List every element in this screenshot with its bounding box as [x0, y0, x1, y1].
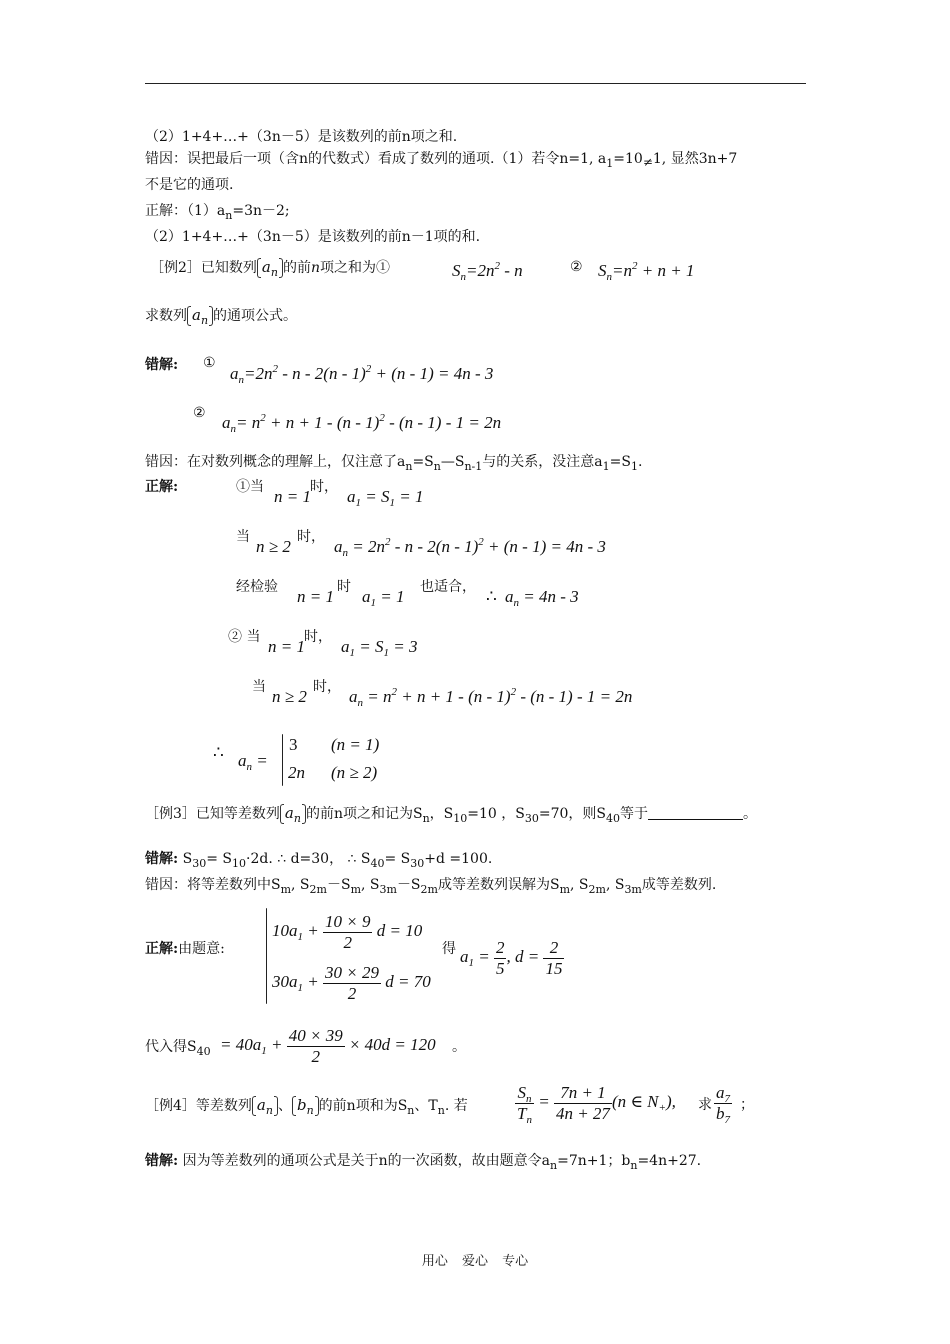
example-3-cause: 错因：将等差数列中$S_m$, $S_{2m}-S_m$, $S_{3m}-S_{2m}$成等差数列误解为$S_m$, $S_{2m}$, $S_{3m}$成等差数列. — [145, 877, 717, 896]
case-text: 时， — [310, 479, 338, 495]
case-text: ①当 — [236, 479, 264, 495]
wrong-formula-2: $a_n= n^2 + n + 1 - (n - 1)^2 - (n - 1) - 1 = 2n$ — [222, 412, 502, 435]
case-formula: $a_1 = S_1 = 1$ — [347, 487, 424, 509]
page-footer: 用心 爱心 专心 — [421, 1254, 529, 1269]
circle-1: ① — [203, 355, 216, 371]
wrong-formula-1: $a_n=2n^2 - n - 2(n - 1)^2 + (n - 1) = 4n - 3$ — [230, 363, 494, 386]
circle-2: ② — [570, 259, 583, 275]
therefore-symbol: ∴ — [213, 743, 224, 762]
example-4-statement: ［例4］等差数列 $a_n$ 、 $b_n$ 的前n项和为$S_n$、$T_n$. 若 — [145, 1096, 468, 1117]
example-3-correct: 正解:由题意: — [145, 941, 225, 957]
system-eq-1: $10a_1$ + $\frac{10 \times 9}{2}$ d = 10 — [272, 911, 423, 952]
formula-sn-2: $S_n=n^2 + n + 1$ — [598, 260, 695, 283]
case-text: 经检验 — [236, 579, 278, 595]
case-cond: n = 1 — [274, 487, 311, 506]
therefore-symbol: ∴ — [486, 587, 497, 606]
piecewise-case-1: 3 — [289, 735, 298, 754]
example-3-wrong: 错解: $S_{30}= S_{10}\cdot 2d$. ∴ d=30， ∴ $S_{40}= S_{30}+d =100$. — [145, 851, 493, 870]
system-result: $a_1$ = $\frac{2}{5}$ , d = $\frac{2}{15}$ — [460, 937, 563, 978]
case-cond: n ≥ 2 — [256, 537, 291, 556]
system-brace — [266, 908, 267, 1004]
case-text: 时， — [297, 529, 325, 545]
get-text: 得 — [442, 941, 456, 957]
case-text: 时 — [337, 579, 351, 595]
header-rule — [145, 83, 806, 84]
formula-sn-1: $S_n=2n^2 - n$ — [452, 260, 523, 283]
case-cond: n = 1 — [268, 637, 305, 656]
example-3-statement: ［例3］已知等差数列 $a_n$ 的前n项之和记为$S_n$，$S_{10}=10$ ，$S_{30}=70$，则$S_{40}$等于 。 — [145, 804, 757, 825]
example-2-question: 求数列 $a_n$ 的通项公式。 — [145, 306, 298, 327]
case-formula: $a_n = 2n^2 - n - 2(n - 1)^2 + (n - 1) = 4n - 3$ — [334, 536, 606, 559]
ask-end: ； — [740, 1097, 754, 1113]
text-line: （2）1+4+…+（3n－5）是该数列的前n－1项的和. — [145, 229, 481, 245]
piecewise-cond-1: (n = 1) — [331, 735, 380, 754]
case-cond: n = 1 — [297, 587, 334, 606]
ask-fraction: $\frac{a_7}{b_7}$ — [716, 1082, 730, 1126]
case-formula: $a_1 = S_1 = 3$ — [341, 637, 418, 659]
substitute-text: 代入得$S_{40}$ — [145, 1039, 211, 1058]
text-line: 不是它的通项. — [145, 177, 234, 193]
case-text: 时， — [313, 679, 341, 695]
ask-text: 求 — [698, 1097, 712, 1113]
piecewise-brace — [282, 734, 283, 786]
piecewise-lhs: $a_n$ = — [238, 751, 268, 773]
piecewise-case-2: 2n — [288, 763, 305, 782]
text-line: 正解：$(1)a_n=3n-2$; — [145, 203, 290, 222]
case-formula: $a_n = 4n - 3$ — [505, 587, 579, 609]
wrong-label: 错解: — [145, 357, 179, 373]
case-formula: $a_n = n^2 + n + 1 - (n - 1)^2 - (n - 1) - 1 = 2n$ — [349, 686, 633, 709]
piecewise-cond-2: (n ≥ 2) — [331, 763, 378, 782]
ratio-formula: $\frac{S_n}{T_n}$ = $\frac{7n + 1}{4n + 27}$ (n ∈ $N_+$), — [517, 1082, 676, 1126]
substitute-formula: = $40a_1$ + $\frac{40 \times 39}{2}$ × 40d = 120 — [220, 1025, 436, 1066]
cause-text: 错因：在对数列概念的理解上，仅注意了$a_n=S_n—S_{n-1}$与的关系，没注意$a_1=S_1$. — [145, 454, 643, 473]
circle-2: ② — [193, 405, 206, 421]
text-line: （2）1+4+…+（3n－5）是该数列的前n项之和. — [145, 129, 458, 145]
case-text: 时， — [304, 629, 332, 645]
example-4-wrong: 错解: 因为等差数列的通项公式是关于n的一次函数，故由题意令$a_n=7n+1$；$b_n=4n+27$. — [145, 1153, 702, 1172]
substitute-end: 。 — [452, 1039, 466, 1055]
system-eq-2: $30a_1$ + $\frac{30 \times 29}{2}$ d = 70 — [272, 962, 431, 1003]
case-cond: n ≥ 2 — [272, 687, 307, 706]
case-formula: $a_1 = 1$ — [362, 587, 405, 609]
answer-blank — [648, 805, 743, 820]
case-text: 当 — [252, 679, 266, 695]
example-2-statement: ［例2］已知数列 $a_n$ 的前n项之和为① — [150, 258, 390, 279]
correct-label: 正解: — [145, 479, 179, 495]
case-text: ② 当 — [228, 629, 261, 645]
case-text: 当 — [236, 529, 250, 545]
case-text: 也适合， — [420, 579, 476, 595]
text-line: 错因：误把最后一项（含n的代数式）看成了数列的通项.（1）若令n=1, $a_1=10\ne 1$, 显然3n+7 — [145, 151, 738, 170]
